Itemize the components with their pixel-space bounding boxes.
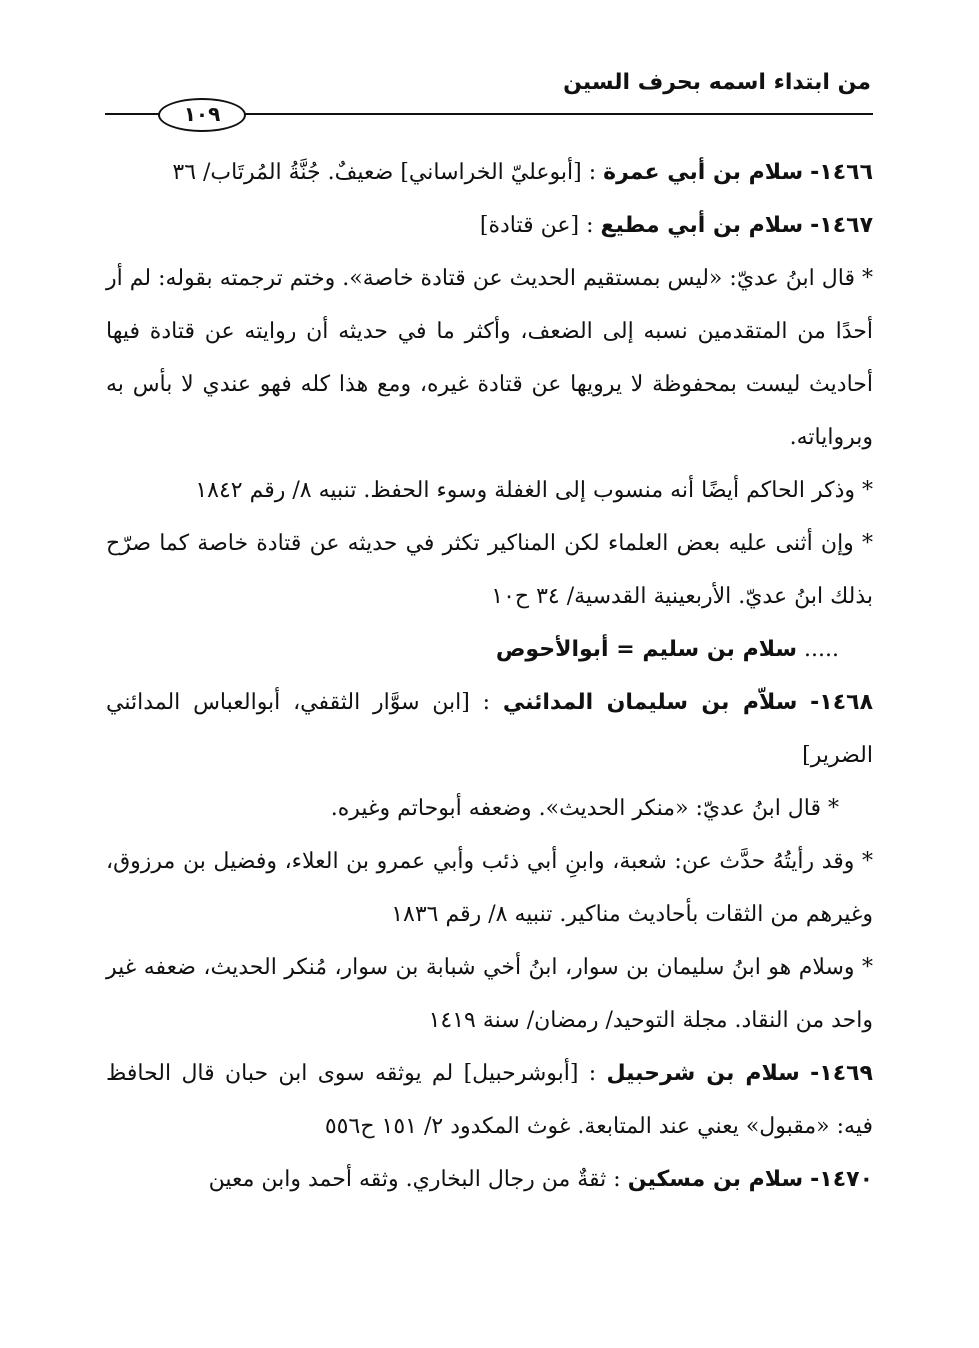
entry-text: : ثقةٌ من رجال البخاري. وثقه أحمد وابن معين bbox=[208, 1167, 621, 1192]
narrator-name: سلام بن أبي عمرة bbox=[603, 160, 804, 185]
entry-number: ١٤٦٩- bbox=[810, 1061, 873, 1086]
page-number: ١٠٩ bbox=[158, 98, 246, 132]
note-paragraph: * قال ابنُ عديّ: «منكر الحديث». وضعفه أبوحاتم وغيره. bbox=[330, 796, 839, 821]
narrator-name: سلام بن أبي مطيع bbox=[600, 213, 804, 238]
note-paragraph: * وقد رأيتُهُ حدَّث عن: شعبة، وابنِ أبي ذئب وأبي عمرو بن العلاء، وفضيل بن مرزوق، وغيرهم من الثقات بأحاديث مناكير. تنبيه ٨/ رقم ١٨٣٦ bbox=[106, 849, 873, 927]
entry-1469 bbox=[106, 1047, 873, 1153]
entry-text: : [أبوشرحبيل] لم يوثقه سوى ابن حبان قال الحافظ فيه: «مقبول» يعني عند المتابعة. غوث المكدود ٢/ ١٥١ ح٥٥٦ bbox=[106, 1061, 873, 1139]
entry-1468 bbox=[106, 676, 873, 782]
running-title: من ابتداء اسمه بحرف السين bbox=[563, 70, 871, 95]
entry-text: : [أبوعليّ الخراساني] ضعيفٌ. جُنَّةُ المُرتَاب/ ٣٦ bbox=[172, 160, 597, 185]
note-paragraph: * وإن أثنى عليه بعض العلماء لكن المناكير تكثر في حديثه عن قتادة خاصة كما صرّح بذلك ابنُ عديّ. الأربعينية القدسية/ ٣٤ ح١٠ bbox=[106, 531, 873, 609]
entry-number: ١٤٦٦- bbox=[810, 160, 873, 185]
ellipsis: ..... bbox=[804, 637, 839, 662]
entry-1467 bbox=[106, 199, 873, 252]
entry-1470 bbox=[106, 1153, 873, 1206]
narrator-name: سلام بن شرحبيل bbox=[606, 1061, 800, 1086]
cross-reference-text: سلام بن سليم = أبوالأحوص bbox=[495, 637, 798, 662]
entry-number: ١٤٦٨- bbox=[810, 690, 873, 715]
note-paragraph: * قال ابنُ عديّ: «ليس بمستقيم الحديث عن قتادة خاصة». وختم ترجمته بقوله: لم أر أحدًا من المتقدمين نسبه إلى الضعف، وأكثر ما في حديثه أن روايته عن قتادة فيها أحاديث ليست بمحفوظة لا يرويها عن قتادة غيره، ومع هذا كله فهو عندي لا بأس به وبرواياته. bbox=[106, 266, 873, 450]
entry-text: : [عن قتادة] bbox=[479, 213, 594, 238]
entry-1466 bbox=[106, 146, 873, 199]
narrator-name: سلام بن مسكين bbox=[627, 1167, 804, 1192]
entry-text: : [ابن سوَّار الثقفي، أبوالعباس المدائني الضرير] bbox=[106, 690, 873, 768]
body-text bbox=[106, 146, 873, 1206]
narrator-name: سلاّم بن سليمان المدائني bbox=[502, 690, 798, 715]
note-paragraph: * وذكر الحاكم أيضًا أنه منسوب إلى الغفلة وسوء الحفظ. تنبيه ٨/ رقم ١٨٤٢ bbox=[195, 478, 873, 503]
entry-number: ١٤٦٧- bbox=[810, 213, 873, 238]
entry-number: ١٤٧٠- bbox=[810, 1167, 873, 1192]
cross-reference bbox=[106, 623, 873, 676]
note-paragraph: * وسلام هو ابنُ سليمان بن سوار، ابنُ أخي شبابة بن سوار، مُنكر الحديث، ضعفه غير واحد من النقاد. مجلة التوحيد/ رمضان/ سنة ١٤١٩ bbox=[106, 955, 873, 1033]
